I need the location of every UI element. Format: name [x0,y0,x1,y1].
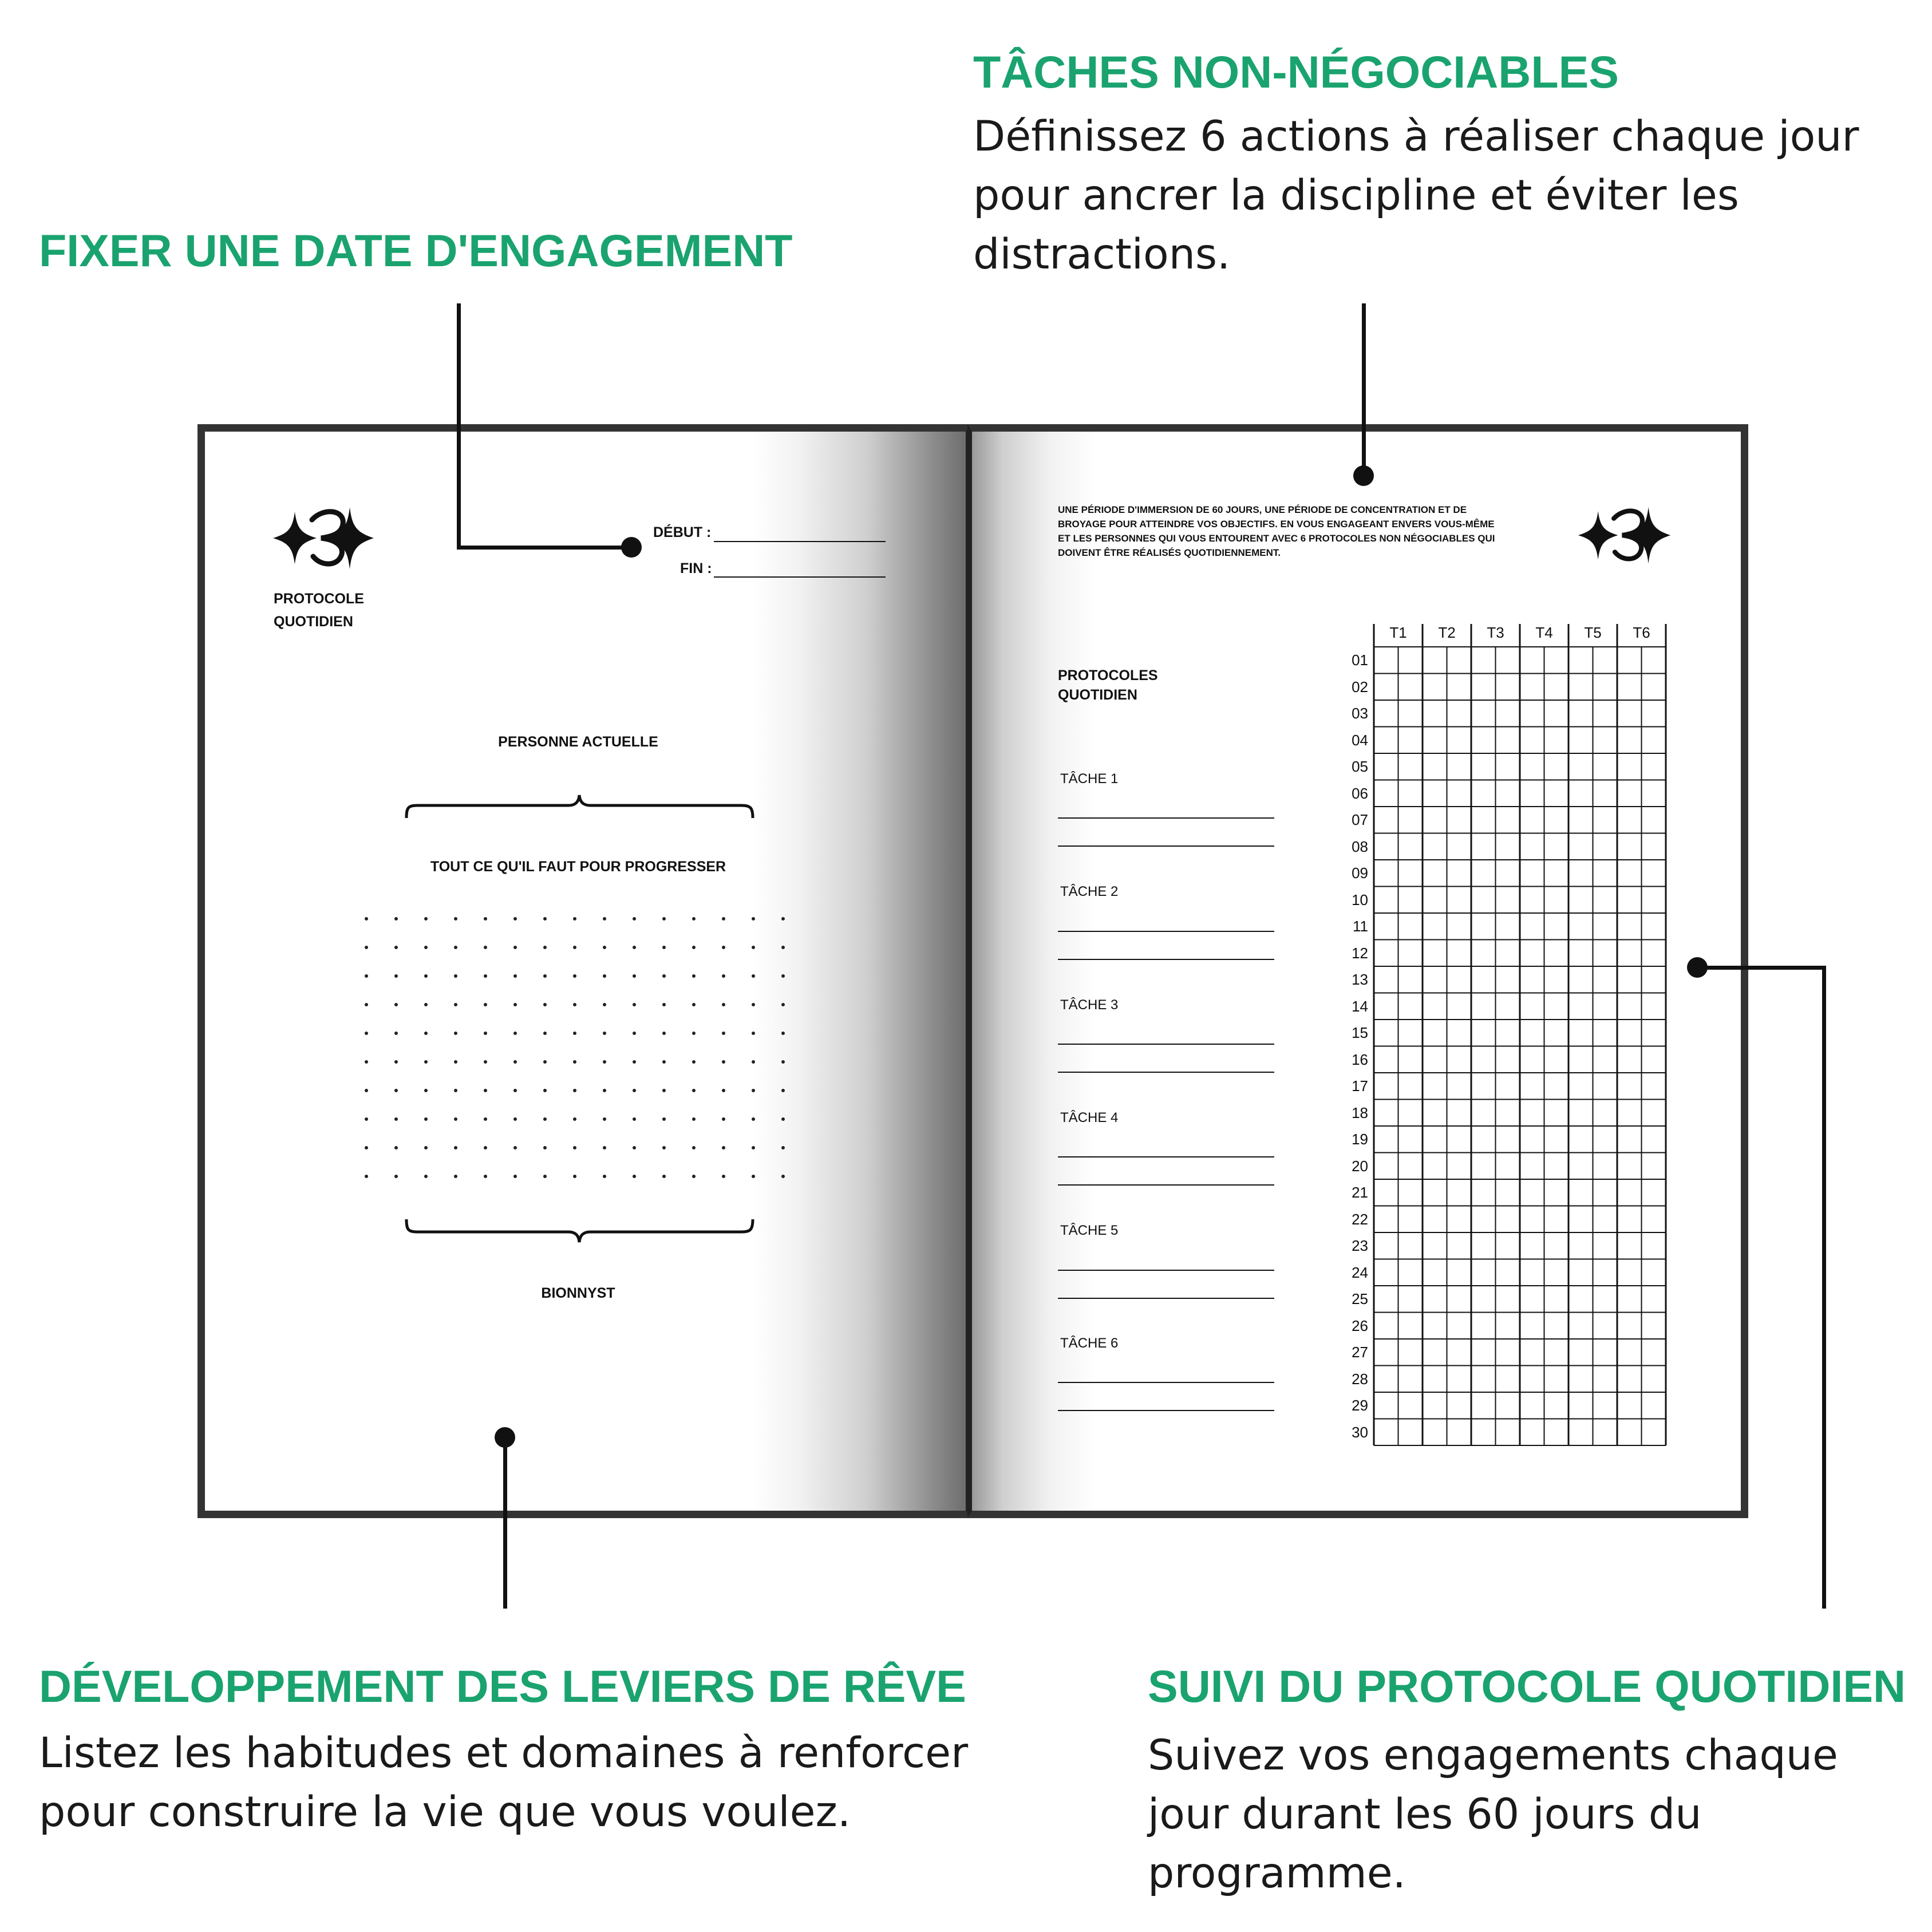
task-4-line-1[interactable] [1058,1156,1274,1157]
grid-column-header: T4 [1535,624,1553,641]
leader-line [1362,303,1366,475]
callout-daily-tracking-body [1148,1726,1838,1903]
grid-day-label: 19 [1352,1131,1368,1148]
end-date-field[interactable] [714,576,886,578]
intro-line: BROYAGE POUR ATTEINDRE VOS OBJECTIFS. EN VOUS ENGAGEANT ENVERS VOUS-MÊME [1058,519,1495,530]
leader-line [457,303,461,550]
callout-dream-levers-title: DÉVELOPPEMENT DES LEVIERS DE RÊVE [39,1661,966,1712]
brand-name [274,587,364,633]
grid-day-label: 09 [1352,864,1368,882]
task-3-label: TÂCHE 3 [1060,997,1119,1013]
grid-day-label: 12 [1352,944,1368,962]
callout-body-line: Suivez vos engagements chaque [1148,1731,1838,1780]
grid-day-label: 08 [1352,837,1368,855]
task-1-line-1[interactable] [1058,817,1274,819]
callout-body-line: Listez les habitudes et domaines à renforcer [39,1729,969,1777]
leader-line [1822,966,1826,1609]
grid-day-label: 04 [1352,731,1368,749]
task-1-label: TÂCHE 1 [1060,771,1119,787]
grid-day-label: 15 [1352,1024,1368,1041]
grid-day-label: 21 [1352,1184,1368,1201]
grid-day-label: 01 [1352,651,1368,669]
leader-line [457,546,632,550]
grid-day-label: 22 [1352,1210,1368,1228]
task-3-line-1[interactable] [1058,1044,1274,1045]
grid-day-label: 20 [1352,1157,1368,1175]
leader-dot [495,1427,515,1448]
callout-body-line: programme. [1148,1849,1406,1898]
leader-dot [1353,465,1374,486]
task-2-label: TÂCHE 2 [1060,884,1119,899]
grid-column-header: T6 [1633,624,1650,641]
task-4-line-2[interactable] [1058,1184,1274,1186]
callout-dream-levers-body [39,1724,968,1842]
callout-non-negotiable-tasks-body [973,107,1859,284]
grid-column-header: T2 [1438,624,1456,641]
task-5-label: TÂCHE 5 [1060,1223,1119,1238]
grid-day-label: 23 [1352,1237,1368,1254]
task-3-line-2[interactable] [1058,1072,1274,1073]
grid-day-label: 07 [1352,811,1368,828]
intro-line: ET LES PERSONNES QUI VOUS ENTOURENT AVEC 6 PROTOCOLES NON NÉGOCIABLES QUI [1058,533,1495,544]
grid-column-header: T1 [1389,624,1407,641]
brand-logo-icon [272,504,375,572]
bottom-brace-icon [404,1218,756,1244]
progress-needs-heading: TOUT CE QU'IL FAUT POUR PROGRESSER [430,859,726,875]
intro-paragraph [1058,503,1562,560]
protocols-section-title [1058,666,1158,705]
callout-body-line: pour ancrer la discipline et éviter les [973,171,1739,220]
grid-day-label: 05 [1352,758,1368,775]
grid-day-label: 29 [1352,1397,1368,1414]
task-2-line-2[interactable] [1058,959,1274,960]
start-date-field[interactable] [714,541,886,542]
task-6-line-1[interactable] [1058,1382,1274,1383]
callout-body-line: jour durant les 60 jours du [1148,1790,1702,1839]
leader-line [503,1437,507,1609]
task-1-line-2[interactable] [1058,846,1274,847]
grid-day-label: 13 [1352,971,1368,988]
intro-line: DOIVENT ÊTRE RÉALISÉS QUOTIDIENNEMENT. [1058,547,1281,558]
brand-line: QUOTIDIEN [274,614,353,630]
task-6-label: TÂCHE 6 [1060,1336,1119,1351]
task-6-line-2[interactable] [1058,1410,1274,1411]
grid-day-label: 02 [1352,678,1368,696]
task-4-label: TÂCHE 4 [1060,1110,1119,1125]
grid-day-label: 16 [1352,1050,1368,1068]
task-5-line-2[interactable] [1058,1298,1274,1299]
section-title-line: QUOTIDIEN [1058,687,1137,703]
grid-day-label: 17 [1352,1077,1368,1095]
grid-day-label: 18 [1352,1104,1368,1121]
section-title-line: PROTOCOLES [1058,667,1158,683]
callout-body-line: Définissez 6 actions à réaliser chaque jour [973,112,1859,161]
grid-day-label: 26 [1352,1317,1368,1334]
callout-non-negotiable-tasks-title: TÂCHES NON-NÉGOCIABLES [973,46,1619,97]
grid-day-label: 14 [1352,997,1368,1015]
brand-logo-icon [1577,504,1672,567]
grid-day-label: 11 [1353,918,1368,935]
grid-lines [1351,624,1672,1471]
callout-body-line: pour construire la vie que vous voulez. [39,1788,851,1836]
grid-day-label: 10 [1352,891,1368,908]
current-person-heading: PERSONNE ACTUELLE [498,734,658,750]
grid-day-label: 03 [1352,705,1368,722]
callout-commitment-date-title: FIXER UNE DATE D'ENGAGEMENT [39,225,793,276]
intro-line: UNE PÉRIODE D'IMMERSION DE 60 JOURS, UNE PÉRIODE DE CONCENTRATION ET DE [1058,504,1467,515]
brand-line: PROTOCOLE [274,591,364,607]
grid-column-header: T3 [1487,624,1504,641]
leader-line [1697,966,1826,970]
task-5-line-1[interactable] [1058,1270,1274,1271]
dot-grid[interactable] [355,910,801,1185]
grid-day-label: 28 [1352,1370,1368,1388]
callout-daily-tracking-title: SUIVI DU PROTOCOLE QUOTIDIEN [1148,1661,1906,1712]
tracking-grid[interactable] [1351,624,1672,1471]
grid-day-label: 30 [1352,1423,1368,1441]
task-2-line-1[interactable] [1058,931,1274,932]
start-date-label: DÉBUT : [653,524,712,540]
leader-dot [1687,957,1708,978]
grid-day-label: 27 [1352,1344,1368,1361]
callout-body-line: distractions. [973,230,1231,279]
grid-column-header: T5 [1584,624,1602,641]
leader-dot [621,537,642,558]
grid-day-label: 25 [1352,1290,1368,1307]
end-date-label: FIN : [680,560,712,576]
grid-day-label: 06 [1352,784,1368,802]
top-brace-icon [404,793,756,819]
target-person-heading: BIONNYST [541,1285,615,1301]
grid-day-label: 24 [1352,1263,1368,1281]
